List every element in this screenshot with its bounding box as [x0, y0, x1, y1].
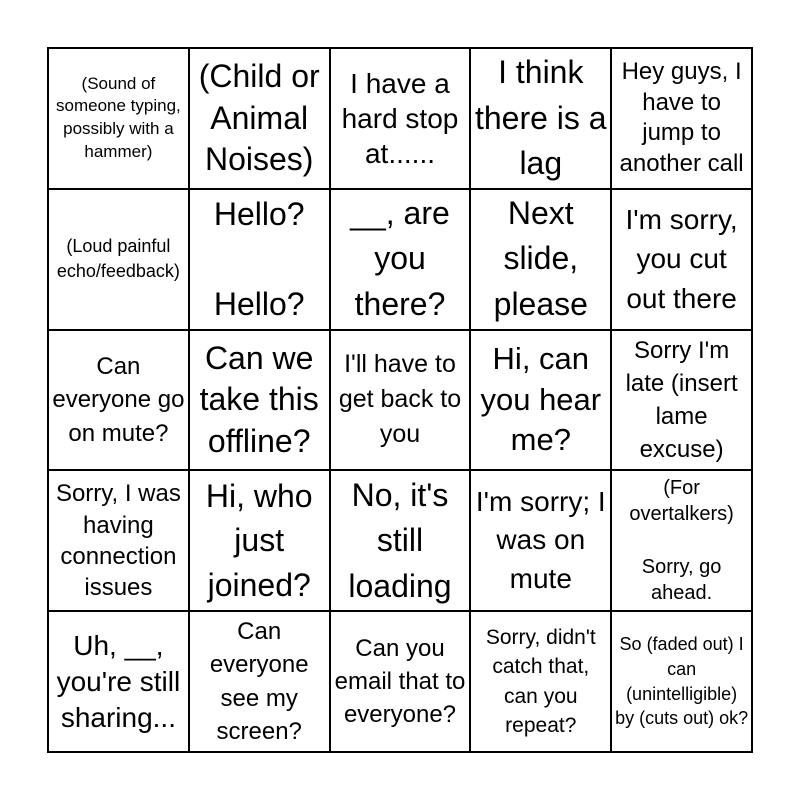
bingo-cell-r1c5[interactable]	[611, 48, 752, 189]
bingo-cell-text: Sorry I'm late (insert lame excuse)	[625, 336, 738, 464]
bingo-cell-r1c2[interactable]	[189, 48, 330, 189]
bingo-cell-r3c5[interactable]	[611, 330, 752, 471]
bingo-cell-text: No, it's still loading	[348, 476, 452, 604]
bingo-cell-r5c2[interactable]	[189, 611, 330, 752]
bingo-cell-r1c4[interactable]	[470, 48, 611, 189]
bingo-cell-r5c4[interactable]	[470, 611, 611, 752]
bingo-board	[47, 47, 753, 753]
bingo-cell-r3c3[interactable]	[330, 330, 471, 471]
bingo-cell-r4c3[interactable]	[330, 470, 471, 611]
bingo-cell-text: I'm sorry, you cut out there	[625, 203, 738, 315]
bingo-cell-text: Sorry, I was having connection issues	[55, 480, 181, 601]
bingo-cell-r2c3[interactable]	[330, 189, 471, 330]
bingo-cell-text: Can we take this offline?	[199, 339, 319, 459]
bingo-cell-r2c1[interactable]	[48, 189, 189, 330]
bingo-cell-text: I'm sorry; I was on mute	[475, 485, 606, 595]
bingo-cell-r4c1[interactable]	[48, 470, 189, 611]
bingo-cell-text: I have a hard stop at......	[341, 67, 459, 169]
bingo-cell-text: (Loud painful echo/feedback)	[56, 236, 180, 282]
bingo-cell-r1c3[interactable]	[330, 48, 471, 189]
bingo-cell-r2c5[interactable]	[611, 189, 752, 330]
bingo-cell-r5c5[interactable]	[611, 611, 752, 752]
bingo-cell-text: Can everyone see my screen?	[209, 618, 309, 745]
bingo-cell-r2c2[interactable]	[189, 189, 330, 330]
bingo-cell-text: Hi, who just joined?	[205, 477, 313, 604]
bingo-cell-text: (For overtalkers) Sorry, go ahead.	[629, 476, 734, 605]
bingo-cell-text: Next slide, please	[493, 195, 588, 322]
bingo-cell-r5c3[interactable]	[330, 611, 471, 752]
bingo-cell-text: (Sound of someone typing, possibly with a hammer)	[56, 73, 181, 162]
bingo-cell-r3c1[interactable]	[48, 330, 189, 471]
bingo-cell-text: Uh, __, you're still sharing...	[56, 629, 181, 733]
bingo-cell-r1c1[interactable]	[48, 48, 189, 189]
bingo-cell-text: I think there is a lag	[474, 54, 607, 182]
bingo-cell-text: __, are you there?	[350, 195, 450, 322]
bingo-cell-text: Can you email that to everyone?	[334, 634, 466, 729]
bingo-cell-text: Hello? Hello?	[213, 196, 305, 322]
bingo-cell-text: Hi, can you hear me?	[480, 340, 602, 458]
bingo-cell-r4c4[interactable]	[470, 470, 611, 611]
bingo-cell-r4c2[interactable]	[189, 470, 330, 611]
bingo-cell-text: Hey guys, I have to jump to another call	[619, 57, 744, 178]
bingo-cell-r3c2[interactable]	[189, 330, 330, 471]
bingo-cell-text: So (faded out) I can (unintelligible) by (cuts out) ok?	[615, 633, 749, 729]
bingo-cell-text: Can everyone go on mute?	[52, 353, 185, 447]
bingo-cell-r4c5[interactable]	[611, 470, 752, 611]
bingo-cell-text: Sorry, didn't catch that, can you repeat?	[485, 625, 596, 737]
bingo-cell-r5c1[interactable]	[48, 611, 189, 752]
bingo-cell-text: (Child or Animal Noises)	[198, 58, 320, 178]
bingo-cell-text: I'll have to get back to you	[338, 350, 462, 449]
bingo-cell-r2c4[interactable]	[470, 189, 611, 330]
bingo-cell-r3c4[interactable]	[470, 330, 611, 471]
